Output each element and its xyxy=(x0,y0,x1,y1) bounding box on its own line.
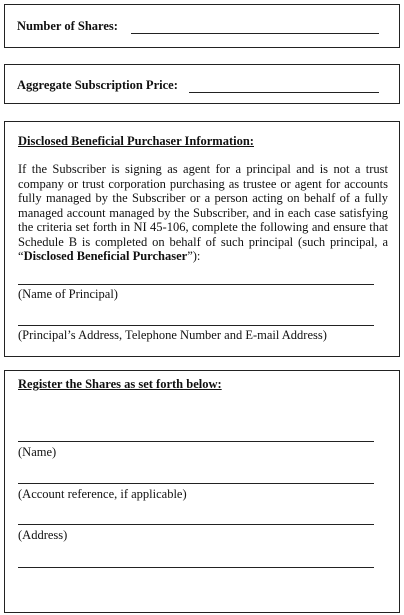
principal-address-caption: (Principal’s Address, Telephone Number and E-mail Address) xyxy=(18,328,327,342)
aggregate-price-label: Aggregate Subscription Price: xyxy=(17,78,178,92)
register-address-field[interactable] xyxy=(18,524,374,525)
principal-address-field[interactable] xyxy=(18,325,374,326)
account-reference-field[interactable] xyxy=(18,483,374,484)
aggregate-price-box xyxy=(4,64,400,104)
register-shares-box xyxy=(4,370,400,613)
register-heading: Register the Shares as set forth below: xyxy=(18,377,222,391)
disclosed-paragraph: If the Subscriber is signing as agent for a principal and is not a trust company or trust corporation purchasing as trustee or agent for accounts fully managed by the Subscriber or a person acting on behalf of a fully managed account managed by the Subscriber, and in each case satisfying the criteria set forth in NI 45-106, complete the following and ensure that Schedule B is completed on behalf of such principal (such principal, a “Disclosed Beneficial Purchaser”): xyxy=(18,162,388,263)
account-reference-caption: (Account reference, if applicable) xyxy=(18,487,187,501)
disclosed-term: Disclosed Beneficial Purchaser xyxy=(23,249,188,263)
disclosed-heading: Disclosed Beneficial Purchaser Information: xyxy=(18,134,254,148)
register-name-field[interactable] xyxy=(18,441,374,442)
register-address-caption: (Address) xyxy=(18,528,68,542)
register-address-line-2[interactable] xyxy=(18,567,374,568)
disclosed-beneficial-purchaser-box xyxy=(4,121,400,357)
number-of-shares-box xyxy=(4,4,400,48)
aggregate-price-field[interactable] xyxy=(189,92,379,93)
number-of-shares-field[interactable] xyxy=(131,33,379,34)
principal-name-field[interactable] xyxy=(18,284,374,285)
number-of-shares-label: Number of Shares: xyxy=(17,19,118,33)
principal-name-caption: (Name of Principal) xyxy=(18,287,118,301)
register-name-caption: (Name) xyxy=(18,445,57,459)
